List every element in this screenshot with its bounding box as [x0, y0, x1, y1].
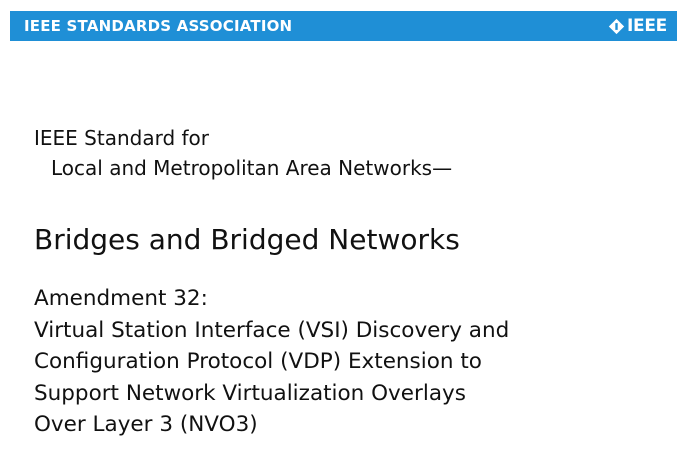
- standard-for-line: IEEE Standard for: [34, 126, 210, 150]
- standard-subject-line: Local and Metropolitan Area Networks—: [51, 156, 453, 180]
- amendment-block: [34, 283, 509, 441]
- amendment-title-line: Over Layer 3 (NVO3): [34, 412, 258, 437]
- amendment-number: Amendment 32:: [34, 286, 208, 311]
- document-title: Bridges and Bridged Networks: [34, 223, 460, 256]
- amendment-title-line: Support Network Virtualization Overlays: [34, 380, 466, 406]
- ieee-logo: [608, 16, 667, 36]
- banner-title: IEEE STANDARDS ASSOCIATION: [24, 17, 293, 35]
- ieee-sa-banner: [10, 11, 677, 41]
- amendment-title-line: Virtual Station Interface (VSI) Discovery and: [34, 317, 510, 343]
- amendment-title-line: Configuration Protocol (VDP) Extension to: [34, 349, 482, 374]
- ieee-diamond-icon: [608, 18, 625, 35]
- ieee-logo-text: IEEE: [627, 16, 667, 36]
